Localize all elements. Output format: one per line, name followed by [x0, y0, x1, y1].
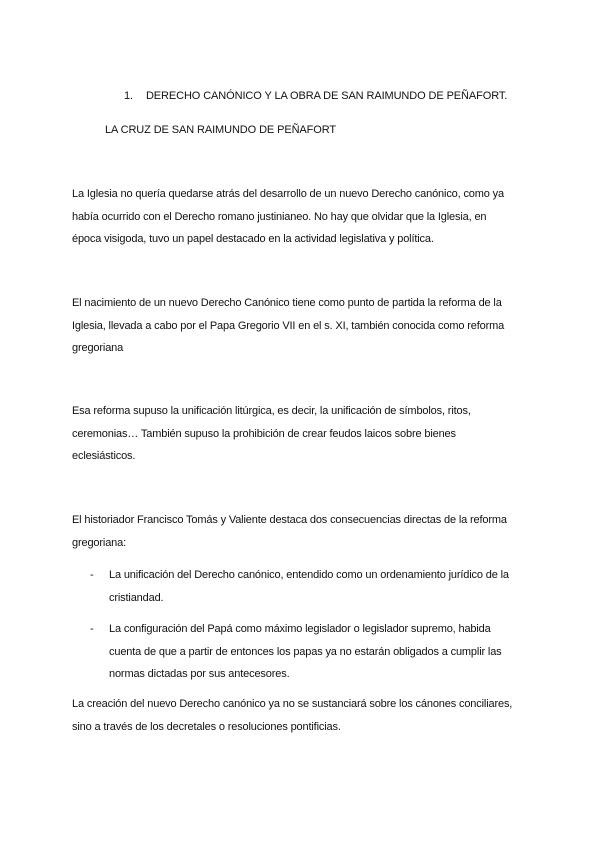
paragraph-birth — [72, 292, 532, 360]
paragraph-line: había ocurrido con el Derecho romano justinianeo. No hay que olvidar que la Iglesia, en — [72, 210, 487, 223]
paragraph-line: gregoriana: — [72, 536, 126, 549]
paragraph-line: El nacimiento de un nuevo Derecho Canónico tiene como punto de partida la reforma de la — [72, 297, 502, 309]
paragraph-line: eclesiásticos. — [72, 450, 136, 462]
paragraph-line: La Iglesia no quería quedarse atrás del desarrollo de un nuevo Derecho canónico, como ya — [72, 188, 504, 200]
consequences-list — [90, 564, 540, 686]
paragraph-line: sino a través de los decretales o resoluciones pontificias. — [72, 720, 341, 733]
list-item-line: cristiandad. — [109, 591, 164, 604]
paragraph-line: Esa reforma supuso la unificación litúrgica, es decir, la unificación de símbolos, ritos, — [72, 405, 471, 417]
paragraph-line: época visigoda, tuvo un papel destacado en la actividad legislativa y política. — [72, 233, 434, 245]
paragraph-line: El historiador Francisco Tomás y Valiente destaca dos consecuencias directas de la reforma — [72, 514, 507, 526]
bullet-dash: - — [90, 569, 94, 581]
paragraph-reform — [72, 400, 532, 468]
subheading: LA CRUZ DE SAN RAIMUNDO DE PEÑAFORT — [105, 124, 336, 136]
paragraph-intro — [72, 183, 532, 251]
list-item-line: normas dictadas por sus antecesores. — [109, 668, 290, 680]
paragraph-line: La creación del nuevo Derecho canónico ya no se sustanciará sobre los cánones conciliares, — [72, 698, 513, 710]
bullet-dash: - — [90, 623, 94, 635]
paragraph-historian — [72, 509, 532, 554]
section-number: 1. — [124, 90, 133, 102]
list-item — [90, 618, 540, 686]
paragraph-conclusion — [72, 693, 532, 738]
list-item-line: cuenta de que a partir de entonces los papas ya no estarán obligados a cumplir las — [109, 645, 502, 658]
section-heading — [124, 90, 507, 102]
paragraph-line: gregoriana — [72, 342, 124, 354]
list-item-line: La unificación del Derecho canónico, entendido como un ordenamiento jurídico de la — [109, 569, 509, 581]
paragraph-line: Iglesia, llevada a cabo por el Papa Gregorio VII en el s. XI, también conocida como reforma — [72, 319, 505, 332]
list-item — [90, 564, 540, 609]
paragraph-line: ceremonias… También supuso la prohibición de crear feudos laicos sobre bienes — [72, 427, 456, 440]
list-item-line: La configuración del Papá como máximo legislador o legislador supremo, habida — [109, 623, 491, 635]
section-title: DERECHO CANÓNICO Y LA OBRA DE SAN RAIMUNDO DE PEÑAFORT. — [145, 90, 508, 102]
